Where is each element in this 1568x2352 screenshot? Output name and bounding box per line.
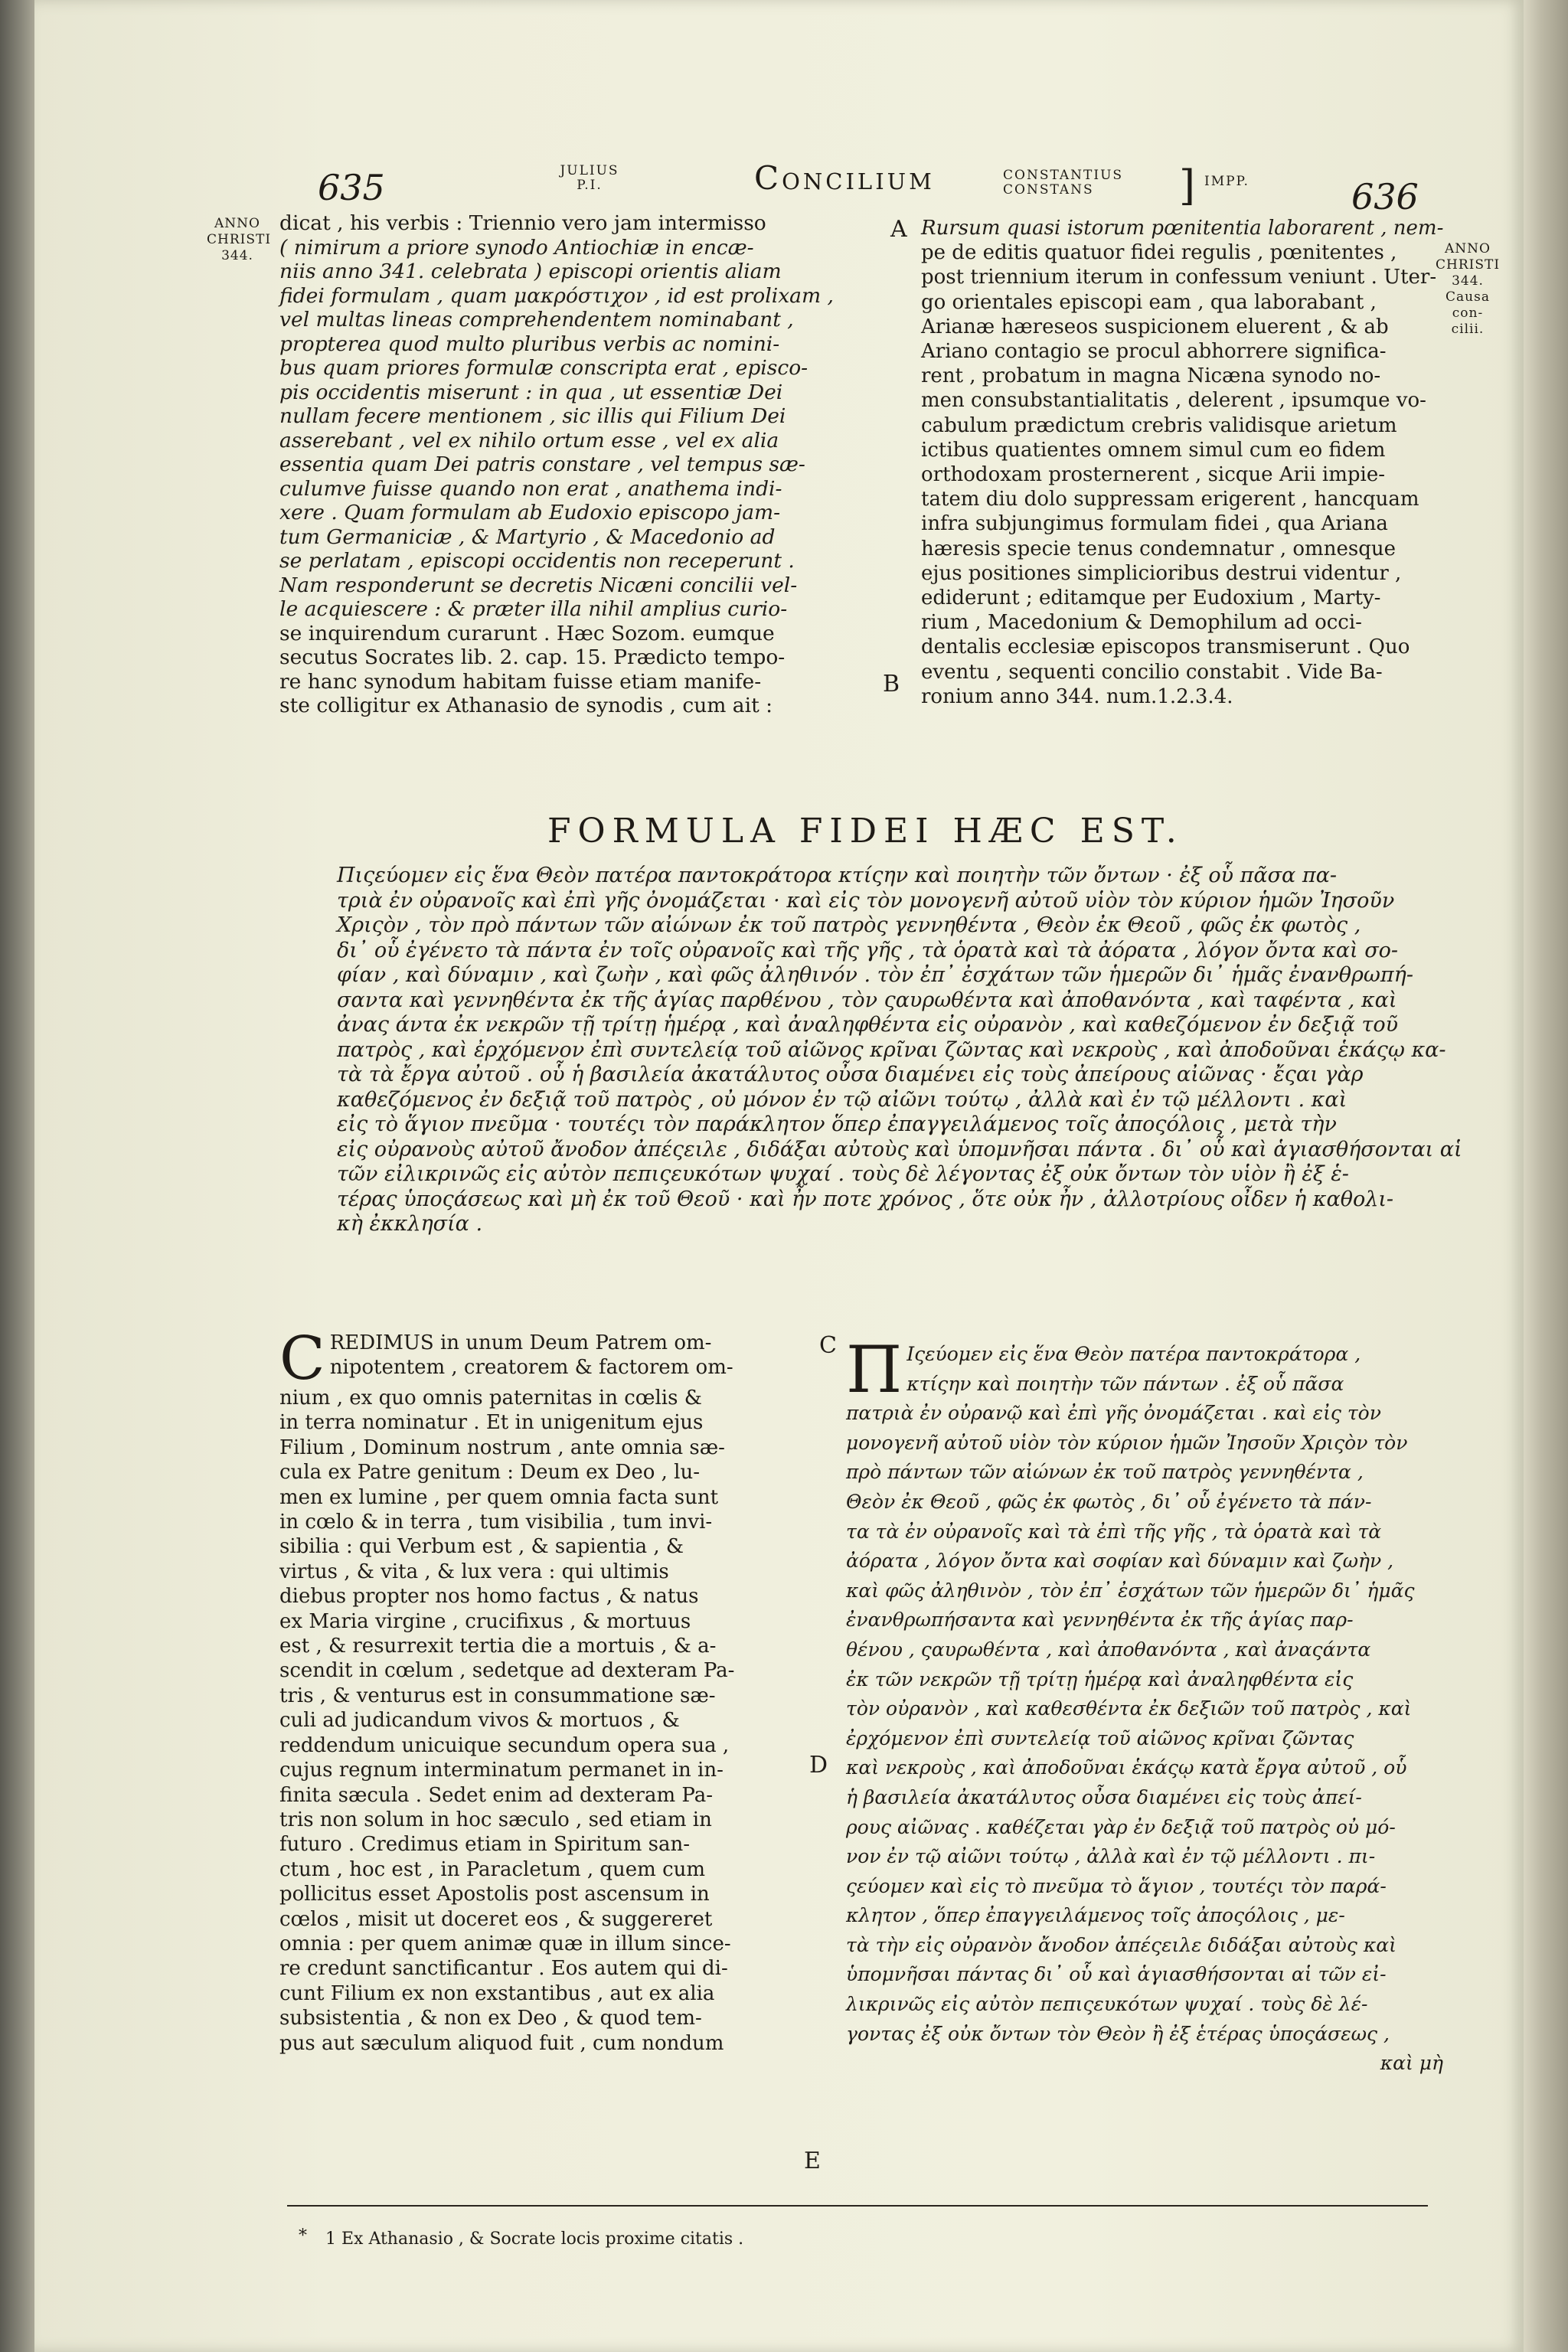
greek-line: Ιςεύομεν εἰς ἕνα Θεὸν πατέρα παντοκράτορα , [906,1343,1361,1365]
intro-text-right-column [921,216,1449,709]
margin-year: 344. [1452,273,1484,289]
margin-anno: ANNO [1445,241,1491,256]
running-head-constans: CONSTANS [1003,182,1094,198]
latin-line: finita sæcula . Sedet enim ad dexteram Pa- [279,1783,714,1807]
greek-line: σαντα καὶ γεννηθέντα ἐκ τῆς ἁγίας παρθένου , τὸν ςαυρωθέντα καὶ ἀποθανόντα , καὶ ταφέντα , καὶ [337,988,1397,1012]
text-line: bus quam priores formulæ conscripta erat , episco- [279,356,808,380]
text-line: ( nimirum a priore synodo Antiochiæ in encæ- [279,235,754,260]
text-line: ejus positiones simplicioribus destrui videntur , [921,561,1402,585]
greek-line: καὶ μὴ [1380,2052,1443,2075]
latin-line: REDIMUS in unum Deum Patrem om- [329,1331,712,1354]
text-line: le acquiescere : & præter illa nihil amplius curio- [279,597,788,621]
latin-line: in cœlo & in terra , tum visibilia , tum invi- [279,1511,713,1534]
latin-line: diebus propter nos homo factus , & natus [279,1585,699,1609]
text-line: cabulum prædictum crebris validisque arietum [921,413,1397,437]
text-line: culumve fuisse quando non erat , anathema indi- [279,476,782,501]
latin-line: omnia : per quem animæ quæ in illum since- [279,1932,731,1955]
text-line: se perlatam , episcopi occidentis non receperunt . [279,549,795,573]
greek-line: ἀνας άντα ἐκ νεκρῶν τῇ τρίτῃ ἡμέρᾳ , καὶ ἀναληφθέντα εἰς οὐρανὸν , καὶ καθεζόμενον ἐν δεξιᾷ τοῦ [337,1013,1399,1037]
running-head-constantius: CONSTANTIUS [1003,168,1124,183]
latin-line: futuro . Credimus etiam in Spiritum san- [279,1833,691,1857]
left-page-number: 635 [318,167,385,208]
greek-line: πατριὰ ἐν οὐρανῷ καὶ ἐπὶ γῆς ὀνομάζεται . καὶ εἰς τὸν [846,1402,1381,1425]
greek-creed-column [846,1332,1443,2079]
greek-line: τὰ τὰ ἔργα αὐτοῦ . οὗ ἡ βασιλεία ἀκατάλυτος οὖσα διαμένει εἰς τοὺς ἀπείρους αἰῶνας · ἔςαι γὰρ [337,1063,1364,1086]
latin-line: cœlos , misit ut doceret eos , & suggereret [279,1907,713,1931]
greek-line: τὸν οὐρανὸν , καὶ καθεσθέντα ἐκ δεξιῶν τοῦ πατρὸς , καὶ [846,1697,1412,1720]
text-line: Rursum quasi istorum pœnitentia laborarent , nem- [921,217,1444,240]
page-edge [1524,0,1568,2352]
latin-line: virtus , & vita , & lux vera : qui ultimis [279,1560,669,1583]
greek-line: ἡ βασιλεία ἀκατάλυτος οὖσα διαμένει εἰς τοὺς ἀπεί- [846,1785,1362,1808]
right-page-number: 636 [1351,176,1419,217]
greek-line: καὶ φῶς ἀληθινὸν , τὸν ἐπ᾽ ἐσχάτων τῶν ἡμερῶν δι᾽ ἡμᾶς [846,1579,1415,1602]
latin-line: reddendum unicuique secundum opera sua , [279,1733,730,1757]
latin-line: sibilia : qui Verbum est , & sapientia , & [279,1535,684,1559]
drop-cap-pi: Π [846,1332,903,1407]
book-page [34,0,1524,2352]
latin-line: nium , ex quo omnis paternitas in cœlis & [279,1387,702,1410]
latin-line: cujus regnum interminatum permanet in in- [279,1759,724,1782]
text-line: se inquirendum curarunt . Hæc Sozom. eumque [279,621,775,645]
greek-line: δι᾽ οὗ ἐγένετο τὰ πάντα ἐν τοῖς οὐρανοῖς καὶ τῆς γῆς , τὰ ὁρατὰ καὶ τὰ ἀόρατα , λόγον ὄντα καὶ σο- [337,938,1399,962]
greek-line: λικρινῶς εἰς αὐτὸν πεπιςευκότων ψυχαί . τοὺς δὲ λέ- [846,1993,1368,2016]
margin-year: 344. [221,248,253,263]
greek-line: Πιςεύομεν εἰς ἕνα Θεὸν πατέρα παντοκράτορα κτίςην καὶ ποιητὴν τῶν ὄντων · ἐξ οὗ πᾶσα πα- [337,864,1337,887]
text-line: pis occidentis miserunt : in qua , ut essentiæ Dei [279,380,783,404]
greek-line: φίαν , καὶ δύναμιν , καὶ ζωὴν , καὶ φῶς ἀληθινόν . τὸν ἐπ᾽ ἐσχάτων τῶν ἡμερῶν δι᾽ ἡμᾶς ἐνανθρωπή- [337,963,1413,987]
text-line: dentalis ecclesiæ episcopos transmiserunt . Quo [921,635,1410,659]
greek-line: πρὸ πάντων τῶν αἰώνων ἐκ τοῦ πατρὸς γεννηθέντα , [846,1461,1364,1484]
text-line: Nam responderunt se decretis Nicæni concilii vel- [279,573,798,597]
text-line: pe de editis quatuor fidei regulis , pœnitentes , [921,241,1397,265]
intro-text-left-column [279,211,877,718]
latin-line: men ex lumine , per quem omnia facta sunt [279,1485,719,1509]
latin-line: culi ad judicandum vivos & mortuos , & [279,1709,680,1733]
running-head-right [1003,168,1123,198]
margin-christi: CHRISTI [1436,257,1501,273]
latin-line: ctum , hoc est , in Paracletum , quem cum [279,1857,706,1881]
latin-line: ex Maria virgine , crucifixus , & mortuus [279,1609,691,1633]
greek-line: Θεὸν ἐκ Θεοῦ , φῶς ἐκ φωτὸς , δι᾽ οὗ ἐγένετο τὰ πάν- [846,1490,1372,1513]
greek-line: θένου , ςαυρωθέντα , καὶ ἀποθανόντα , καὶ ἀναςάντα [846,1638,1371,1661]
text-line: essentia quam Dei patris constare , vel tempus sæ- [279,452,805,476]
latin-line: nipotentem , creatorem & factorem om- [329,1356,733,1380]
greek-line: ρους αἰῶνας . καθέζεται γὰρ ἐν δεξιᾷ τοῦ πατρὸς οὐ μό- [846,1815,1396,1838]
greek-creed-full-width [337,864,1462,1237]
text-line: Arianæ hæreseos suspicionem eluerent , & ab [921,315,1389,338]
text-line: vel multas lineas comprehendentem nominabant , [279,308,794,332]
text-line: propterea quod multo pluribus verbis ac nomini- [279,332,780,356]
greek-line: τῶν εἰλικρινῶς εἰς αὐτὸν πεπιςευκότων ψυχαί . τοὺς δὲ λέγοντας ἐξ οὐκ ὄντων τὸν υἱὸν ἢ ἐξ ἑ- [337,1162,1349,1186]
text-line: niis anno 341. celebrata ) episcopi orientis aliam [279,260,782,283]
greek-line: ἐνανθρωπήσαντα καὶ γεννηθέντα ἐκ τῆς ἁγίας παρ- [846,1609,1354,1632]
footnote-rule [287,2205,1428,2207]
running-head-left [544,164,635,193]
running-head-impp: IMPP. [1204,174,1250,189]
greek-line: τὰ τὴν εἰς οὐρανὸν ἄνοδον ἀπέςειλε διδάξαι αὐτοὺς καὶ [846,1933,1396,1956]
latin-line: cula ex Patre genitum : Deum ex Deo , lu- [279,1461,701,1485]
text-line: rent , probatum in magna Nicæna synodo no- [921,364,1381,388]
latin-line: pus aut sæculum aliquod fuit , cum nondum [279,2031,724,2055]
latin-line: scendit in cœlum , sedetque ad dexteram Pa- [279,1659,735,1683]
text-line: dicat , his verbis : Triennio vero jam intermisso [279,211,766,235]
greek-line: πατρὸς , καὶ ἐρχόμενον ἐπὶ συντελείᾳ τοῦ αἰῶνος κρῖναι ζῶντας καὶ νεκροὺς , καὶ ἀποδοῦναι ἑκάςῳ κα- [337,1037,1446,1062]
margin-anno: ANNO [214,216,260,231]
greek-line: ἐκ τῶν νεκρῶν τῇ τρίτῃ ἡμέρᾳ καὶ ἀναληφθέντα εἰς [846,1668,1354,1690]
text-line: ediderunt ; editamque per Eudoxium , Marty- [921,586,1381,610]
latin-line: Filium , Dominum nostrum , ante omnia sæ- [279,1436,725,1459]
greek-line: τα τὰ ἐν οὐρανοῖς καὶ τὰ ἐπὶ τῆς γῆς , τὰ ὁρατὰ καὶ τὰ [846,1520,1382,1543]
running-head-julius: JULIUS [560,163,619,178]
text-line: tum Germaniciæ , & Martyrio , & Macedonio ad [279,524,776,549]
greek-line: νον ἐν τῷ αἰῶνι τούτῳ , ἀλλὰ καὶ ἐν τῷ μέλλοντι . πι- [846,1845,1376,1868]
text-line: fidei formulam , quam μακρόστιχον , id est prolixam , [279,283,834,308]
margin-causa: Causa con- [1446,289,1490,321]
greek-line: ὑπομνῆσαι πάντας δι᾽ οὗ καὶ ἁγιασθήσονται αἱ τῶν εἰ- [846,1963,1387,1986]
greek-line: κλητον , ὅπερ ἐπαγγειλάμενος τοῖς ἀποςόλοις , με- [846,1904,1345,1927]
left-margin-note [207,216,272,264]
latin-creed-column [279,1325,808,2056]
column-marker-c: C [819,1332,837,1359]
footnote-text: 1 Ex Athanasio , & Socrate locis proxime citatis . [325,2230,744,2249]
text-line: xere . Quam formulam ab Eudoxio episcopo jam- [279,501,781,524]
latin-line: pollicitus esset Apostolis post ascensum in [279,1883,710,1906]
greek-line: ἀόρατα , λόγον ὄντα καὶ σοφίαν καὶ δύναμιν καὶ ζωὴν , [846,1550,1394,1573]
margin-concilii: cilii. [1451,322,1485,337]
text-line: asserebant , vel ex nihilo ortum esse , vel ex alia [279,428,779,452]
text-line: post triennium iterum in confessum veniunt . Uter- [921,266,1437,289]
latin-line: subsistentia , & non ex Deo , & quod tem- [279,2007,702,2030]
greek-line: γοντας ἐξ οὐκ ὄντων τὸν Θεὸν ἢ ἐξ ἑτέρας ὑποςάσεως , [846,2022,1390,2045]
greek-line: Χριςὸν , τὸν πρὸ πάντων τῶν αἰώνων ἐκ τοῦ πατρὸς γεννηθέντα , Θεὸν ἐκ Θεοῦ , φῶς ἐκ φωτὸς , [337,913,1361,937]
greek-line: καθεζόμενος ἐν δεξιᾷ τοῦ πατρὸς , οὐ μόνον ἐν τῷ αἰῶνι τούτῳ , ἀλλὰ καὶ ἐν τῷ μέλλοντι . καὶ [337,1087,1348,1112]
greek-line: κὴ ἐκκλησία . [337,1212,483,1236]
text-line: re hanc synodum habitam fuisse etiam manife- [279,669,762,694]
latin-line: tris , & venturus est in consummatione sæ- [279,1684,716,1707]
greek-line: καὶ νεκροὺς , καὶ ἀποδοῦναι ἑκάςῳ κατὰ ἔργα αὐτοῦ , οὗ [846,1756,1407,1779]
text-line: eventu , sequenti concilio constabit . Vide Ba- [921,660,1383,684]
latin-line: re credunt sanctificantur . Eos autem qui di- [279,1957,728,1981]
latin-line: est , & resurrexit tertia die a mortuis , & a- [279,1635,717,1658]
greek-line: εἰς οὐρανοὺς αὐτοῦ ἄνοδον ἀπέςειλε , διδάξαι αὐτοὺς καὶ ὑπομνῆσαι πάντα . δι᾽ οὗ καὶ ἁγιασθήσονται αἱ [337,1137,1462,1161]
margin-christi: CHRISTI [207,232,272,247]
greek-line: εἰς τὸ ἅγιον πνεῦμα · τουτέςι τὸν παράκλητον ὅπερ ἐπαγγειλάμενος τοῖς ἀποςόλοις , μετὰ τὴν [337,1112,1337,1136]
text-line: go orientales episcopi eam , qua laborabant , [921,290,1377,314]
greek-line: ςεύομεν καὶ εἰς τὸ πνεῦμα τὸ ἅγιον , τουτέςι τὸν παρά- [846,1874,1387,1897]
text-line: men consubstantialitatis , delerent , ipsumque vo- [921,389,1426,413]
latin-line: in terra nominatur . Et in unigenitum ejus [279,1411,704,1435]
text-line: orthodoxam prosternerent , sicque Arii impie- [921,463,1386,487]
column-marker-b: B [883,671,900,697]
greek-line: κτίςην καὶ ποιητὴν τῶν πάντων . ἐξ οὗ πᾶσα [906,1372,1344,1395]
greek-line: τέρας ὑποςάσεως καὶ μὴ ἐκ τοῦ Θεοῦ · καὶ ἦν ποτε χρόνος , ὅτε οὐκ ἦν , ἀλλοτρίους οἶδεν ἡ καθολι- [337,1187,1394,1211]
latin-line: tris non solum in hoc sæculo , sed etiam in [279,1808,712,1831]
text-line: tatem diu dolo suppressam erigerent , hancquam [921,488,1419,511]
page-title: Concilium [754,159,935,197]
column-marker-d: D [809,1752,828,1779]
footnote-asterisk: * [299,2226,307,2246]
text-line: ste colligitur ex Athanasio de synodis , cum ait : [279,694,773,717]
formula-heading: FORMULA FIDEI HÆC EST. [547,812,1184,851]
text-line: nullam fecere mentionem , sic illis qui Filium Dei [279,404,786,428]
running-head-pi: P.I. [577,178,603,193]
drop-cap-c: C [279,1325,325,1393]
greek-line: ἐρχόμενον ἐπὶ συντελείᾳ τοῦ αἰῶνος κρῖναι ζῶντας [846,1726,1354,1749]
greek-line: τριὰ ἐν οὐρανοῖς καὶ ἐπὶ γῆς ὀνομάζεται · καὶ εἰς τὸν μονογενῆ αὐτοῦ υἱὸν τὸν κύριον ἡμῶν Ἰησοῦν [337,888,1395,913]
text-line: Ariano contagio se procul abhorrere significa- [921,340,1387,364]
text-line: hæresis specie tenus condemnatur , omnesque [921,537,1396,560]
latin-line: cunt Filium ex non exstantibus , aut ex alia [279,1981,715,2005]
greek-line: μονογενῆ αὐτοῦ υἱὸν τὸν κύριον ἡμῶν Ἰησοῦν Χριςὸν τὸν [846,1431,1408,1454]
text-line: rium , Macedonium & Demophilum ad occi- [921,611,1362,635]
column-marker-e: E [804,2148,821,2174]
column-marker-a: A [890,216,907,243]
text-line: secutus Socrates lib. 2. cap. 15. Prædicto tempo- [279,645,786,669]
text-line: ronium anno 344. num.1.2.3.4. [921,684,1233,708]
text-line: ictibus quatientes omnem simul cum eo fidem [921,438,1386,462]
header-bracket: ] [1179,162,1196,210]
text-line: infra subjungimus formulam fidei , qua Ariana [921,512,1388,536]
